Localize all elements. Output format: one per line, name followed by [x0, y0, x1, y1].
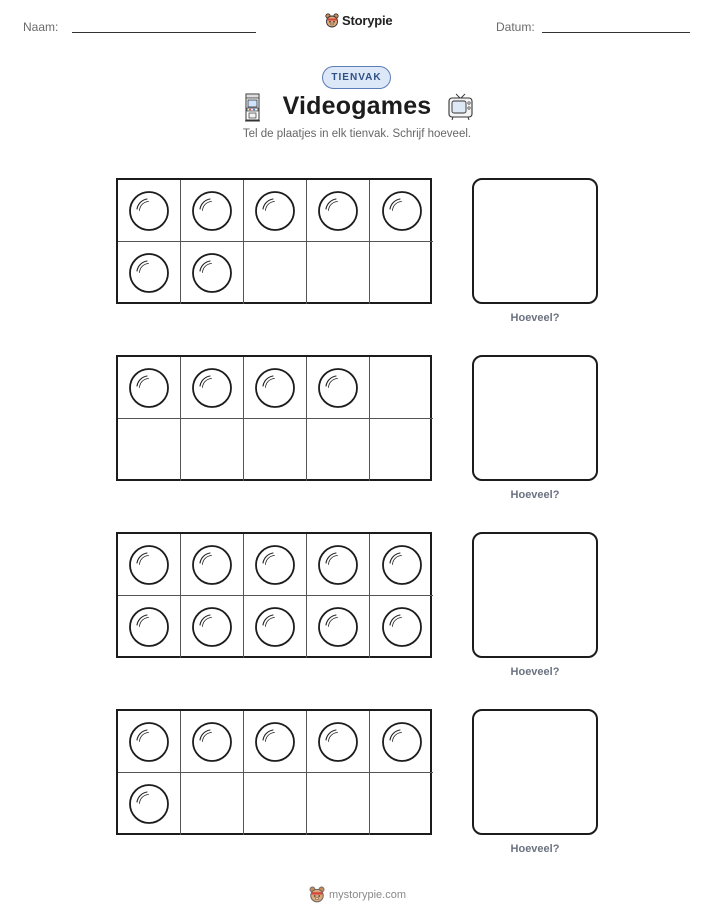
bubble-icon	[191, 606, 233, 648]
storypie-mascot-icon	[325, 13, 339, 28]
ten-frame-cell	[181, 596, 244, 658]
bubble-icon	[381, 721, 423, 763]
ten-frame-cell	[370, 242, 433, 304]
ten-frame-cell	[181, 357, 244, 419]
footer	[309, 886, 406, 903]
ten-frame-cell	[181, 534, 244, 596]
brand-logo	[325, 13, 392, 28]
bubble-icon	[317, 367, 359, 409]
ten-frame-cell	[370, 711, 433, 773]
answer-box[interactable]	[472, 709, 598, 835]
bubble-icon	[317, 721, 359, 763]
date-write-line[interactable]	[542, 32, 690, 33]
ten-frame-cell	[307, 242, 370, 304]
ten-frame-cell	[181, 242, 244, 304]
name-label: Naam:	[23, 20, 59, 34]
answer-label: Hoeveel?	[510, 666, 560, 678]
bubble-icon	[128, 721, 170, 763]
ten-frame-cell	[118, 773, 181, 835]
instructions: Tel de plaatjes in elk tienvak. Schrijf hoeveel.	[242, 128, 472, 140]
ten-frame	[116, 709, 432, 835]
bubble-icon	[254, 190, 296, 232]
bubble-icon	[128, 783, 170, 825]
brand-name: Storypie	[342, 13, 393, 28]
ten-frame-cell	[307, 357, 370, 419]
bubble-icon	[317, 544, 359, 586]
page-title: Videogames	[282, 92, 432, 120]
ten-frame-cell	[370, 180, 433, 242]
ten-frame-cell	[307, 596, 370, 658]
bubble-icon	[317, 606, 359, 648]
ten-frame-cell	[181, 773, 244, 835]
category-badge: TIENVAK	[322, 66, 391, 89]
footer-url: mystorypie.com	[329, 888, 407, 901]
ten-frame-cell	[370, 596, 433, 658]
ten-frame-cell	[244, 180, 307, 242]
ten-frame-cell	[181, 711, 244, 773]
ten-frame-cell	[370, 534, 433, 596]
bubble-icon	[128, 252, 170, 294]
ten-frame-cell	[307, 534, 370, 596]
answer-box[interactable]	[472, 355, 598, 481]
bubble-icon	[191, 252, 233, 294]
bubble-icon	[254, 544, 296, 586]
ten-frame-cell	[244, 357, 307, 419]
ten-frame-cell	[307, 419, 370, 481]
bubble-icon	[317, 190, 359, 232]
ten-frame-cell	[307, 773, 370, 835]
ten-frame-cell	[181, 419, 244, 481]
bubble-icon	[128, 367, 170, 409]
ten-frame-cell	[118, 242, 181, 304]
bubble-icon	[128, 606, 170, 648]
ten-frame-cell	[244, 773, 307, 835]
ten-frame-cell	[244, 534, 307, 596]
storypie-mascot-icon	[309, 886, 325, 903]
answer-label: Hoeveel?	[510, 312, 560, 324]
bubble-icon	[381, 606, 423, 648]
bubble-icon	[191, 190, 233, 232]
name-write-line[interactable]	[72, 32, 256, 33]
bubble-icon	[254, 606, 296, 648]
ten-frame-cell	[118, 419, 181, 481]
ten-frame-cell	[370, 357, 433, 419]
ten-frame-cell	[118, 180, 181, 242]
ten-frame-cell	[244, 419, 307, 481]
ten-frame-cell	[181, 180, 244, 242]
date-label: Datum:	[496, 20, 535, 34]
ten-frame-cell	[244, 711, 307, 773]
retro-tv-icon	[447, 93, 474, 121]
bubble-icon	[381, 190, 423, 232]
bubble-icon	[381, 544, 423, 586]
ten-frame	[116, 178, 432, 304]
ten-frame-cell	[307, 180, 370, 242]
answer-box[interactable]	[472, 178, 598, 304]
bubble-icon	[128, 544, 170, 586]
bubble-icon	[191, 721, 233, 763]
bubble-icon	[191, 367, 233, 409]
bubble-icon	[191, 544, 233, 586]
ten-frame-cell	[244, 596, 307, 658]
answer-label: Hoeveel?	[510, 489, 560, 501]
ten-frame-cell	[118, 596, 181, 658]
bubble-icon	[254, 367, 296, 409]
ten-frame-cell	[118, 534, 181, 596]
ten-frame-cell	[118, 357, 181, 419]
ten-frame	[116, 532, 432, 658]
bubble-icon	[128, 190, 170, 232]
ten-frame-cell	[244, 242, 307, 304]
answer-label: Hoeveel?	[510, 843, 560, 855]
ten-frame	[116, 355, 432, 481]
ten-frame-cell	[370, 773, 433, 835]
ten-frame-cell	[118, 711, 181, 773]
bubble-icon	[254, 721, 296, 763]
answer-box[interactable]	[472, 532, 598, 658]
ten-frame-cell	[370, 419, 433, 481]
ten-frame-cell	[307, 711, 370, 773]
